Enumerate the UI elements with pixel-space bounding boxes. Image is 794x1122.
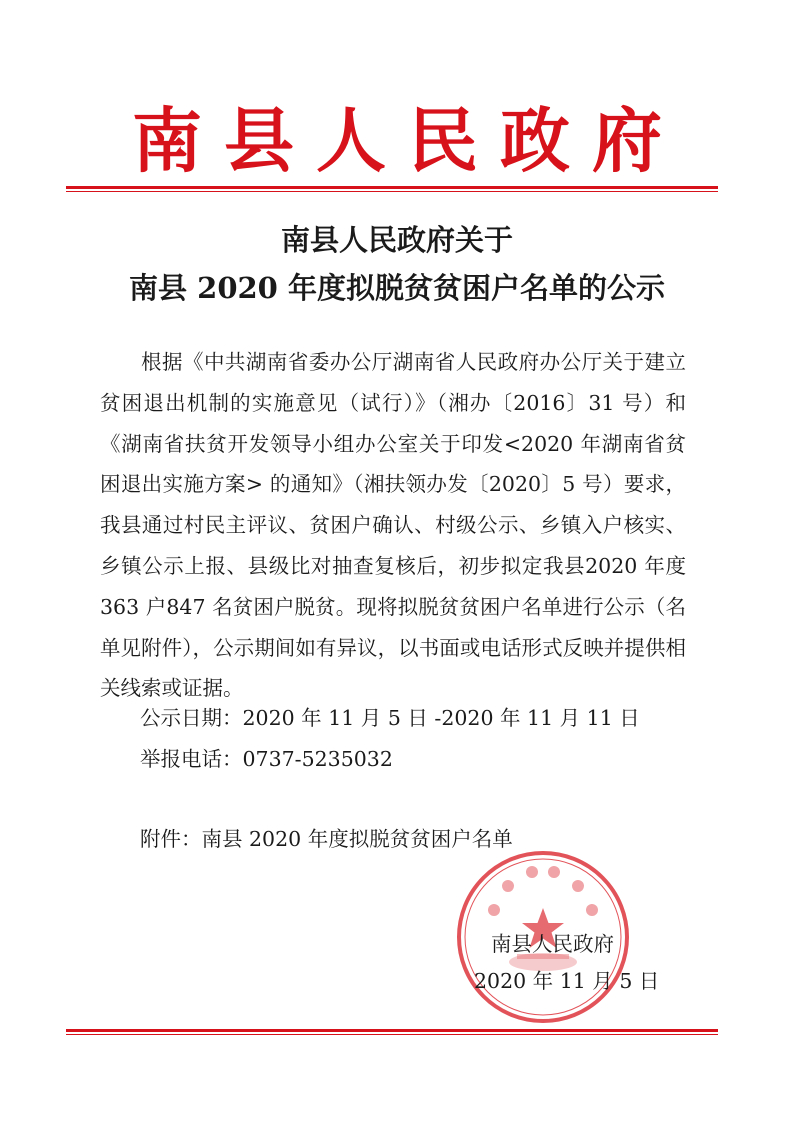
signing-date: 2020 年 11 月 5 日	[474, 969, 660, 993]
report-phone: 举报电话：0737-5235032	[140, 747, 393, 771]
masthead-rule-thin	[66, 191, 718, 192]
footer-rule-thin	[66, 1034, 718, 1035]
document-title-line-1: 南县人民政府关于	[280, 223, 513, 257]
masthead-rule-thick	[66, 186, 718, 189]
signing-organization: 南县人民政府	[491, 932, 614, 956]
body-paragraph: 根据《中共湖南省委办公厅湖南省人民政府办公厅关于建立贫困退出机制的实施意见（试行）》（湘办〔2016〕31 号）和《湖南省扶贫开发领导小组办公室关于印发<2020 年湖南省贫困退出实施方案> 的通知》（湘扶领办发〔2020〕5 号）要求，我县通过村民主评议、贫困户确认、村级公示、乡镇入户核实、乡镇公示上报、县级比对抽查复核后，初步拟定我县2020 年度363 户847 名贫困户脱贫。现将拟脱贫贫困户名单进行公示（名单见附件），公示期间如有异议，以书面或电话形式反映并提供相关线索或证据。	[100, 350, 686, 701]
masthead-title: 南县人民政府	[132, 99, 684, 182]
document-title-line-2: 南县 2020 年度拟脱贫贫困户名单的公示	[129, 271, 665, 305]
attachment-note: 附件：南县 2020 年度拟脱贫贫困户名单	[140, 827, 513, 851]
footer-rule-thick	[66, 1029, 718, 1032]
publication-period: 公示日期：2020 年 11 月 5 日 -2020 年 11 月 11 日	[140, 706, 640, 730]
